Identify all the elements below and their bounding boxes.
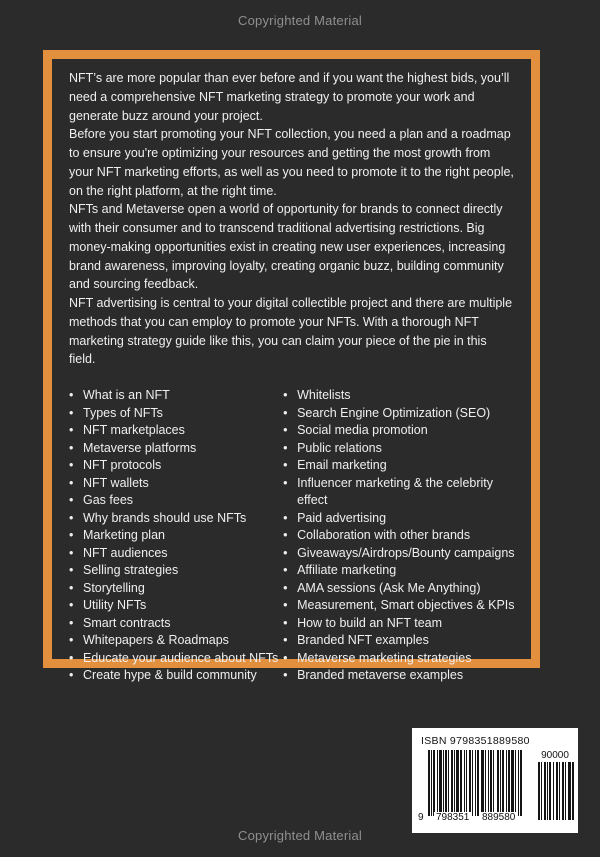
topic-item: [283, 545, 515, 563]
bullet-icon: •: [283, 528, 288, 542]
topic-item: [283, 457, 515, 475]
bullet-icon: •: [283, 615, 288, 630]
topic-item: [69, 597, 283, 615]
bullet-icon: •: [283, 475, 288, 490]
barcode-main-bars: [428, 750, 528, 816]
topic-label: Create hype & build community: [83, 668, 257, 682]
topic-label: Smart contracts: [83, 615, 171, 630]
topic-label: Utility NFTs: [83, 598, 147, 612]
topic-item: [283, 650, 515, 668]
topic-label: Whitelists: [297, 388, 351, 402]
topic-label: NFT marketplaces: [83, 423, 185, 437]
topic-item: [283, 527, 515, 545]
topic-item: [283, 422, 515, 440]
bullet-icon: •: [283, 580, 288, 595]
topic-label: Storytelling: [83, 580, 145, 595]
price-code-label: 90000: [541, 750, 569, 761]
bullet-icon: •: [283, 633, 288, 647]
topic-item: [69, 387, 283, 405]
bullet-icon: •: [283, 650, 288, 665]
topic-label: Gas fees: [83, 493, 134, 507]
back-cover-text-frame: [43, 50, 540, 682]
topic-label: Branded metaverse examples: [297, 668, 464, 682]
bullet-icon: •: [69, 563, 74, 577]
topic-item: [69, 510, 283, 528]
bullet-icon: •: [69, 528, 74, 542]
bullet-icon: •: [69, 458, 74, 472]
topic-label: Social media promotion: [297, 423, 428, 437]
topic-item: [69, 527, 283, 545]
topic-label: Types of NFTs: [83, 405, 163, 420]
topic-item: [283, 667, 515, 685]
topic-item: [69, 545, 283, 563]
topic-label: Giveaways/Airdrops/Bounty campaigns: [297, 545, 515, 560]
barcode-digit-group: 9: [418, 812, 424, 823]
isbn-label: ISBN 9798351889580: [421, 735, 530, 747]
barcode-digit-group: 798351: [436, 812, 470, 823]
topic-item: [69, 405, 283, 423]
topic-item: [69, 615, 283, 633]
bullet-icon: •: [283, 388, 288, 402]
topic-label: Selling strategies: [83, 563, 179, 577]
copyright-notice-bottom: Copyrighted Material: [238, 828, 362, 843]
topic-item: [283, 597, 515, 615]
topic-label: Search Engine Optimization (SEO): [297, 405, 491, 420]
bullet-icon: •: [283, 668, 288, 682]
topic-label: Email marketing: [297, 458, 387, 472]
bullet-icon: •: [283, 510, 288, 525]
topic-label: Public relations: [297, 440, 382, 455]
blurb-paragraph: NFT’s are more popular than ever before and if you want the highest bids, you’ll need a comprehensive NFT marketing strategy to promote your work and generate buzz around your project.: [69, 71, 510, 123]
topic-item: [69, 632, 283, 650]
topic-label: Affiliate marketing: [297, 563, 397, 577]
topic-label: What is an NFT: [83, 388, 170, 402]
topic-item: [69, 475, 283, 493]
barcode-row: [418, 750, 570, 823]
topic-label: Branded NFT examples: [297, 633, 429, 647]
topic-item: [69, 492, 283, 510]
topic-item: [69, 667, 283, 685]
topics-list-right: [283, 387, 515, 685]
bullet-icon: •: [283, 405, 288, 420]
topic-label: Paid advertising: [297, 510, 387, 525]
bullet-icon: •: [69, 580, 74, 595]
topic-item: [69, 457, 283, 475]
topic-label: Metaverse platforms: [83, 440, 197, 455]
bullet-icon: •: [283, 423, 288, 437]
topic-label: Marketing plan: [83, 528, 165, 542]
topic-item: [283, 387, 515, 405]
topic-label: AMA sessions (Ask Me Anything): [297, 580, 481, 595]
bullet-icon: •: [69, 510, 74, 525]
topic-label: Metaverse marketing strategies: [297, 650, 472, 665]
blurb-paragraph: NFTs and Metaverse open a world of opportunity for brands to connect directly with their consumer and to transcend traditional advertising restrictions. Big money-making opportunities exist in creating new user experiences, increasing brand awareness, improving loyalty, creating organic buzz, building community and sourcing feedback.: [69, 202, 506, 292]
isbn-barcode-panel: [412, 728, 578, 833]
topic-item: [283, 632, 515, 650]
topic-item: [69, 580, 283, 598]
topic-item: [69, 422, 283, 440]
bullet-icon: •: [283, 545, 288, 560]
topic-item: [283, 510, 515, 528]
bullet-icon: •: [69, 440, 74, 455]
bullet-icon: •: [69, 633, 74, 647]
bullet-icon: •: [69, 668, 74, 682]
topic-item: [283, 562, 515, 580]
blurb-paragraph: NFT advertising is central to your digital collectible project and there are multiple methods that you can employ to promote your NFTs. With a thorough NFT marketing strategy guide like this, you can claim your piece of the pie in this field.: [69, 296, 513, 367]
barcode-main: [418, 750, 528, 823]
bullet-icon: •: [283, 440, 288, 455]
topic-label: NFT protocols: [83, 458, 162, 472]
topic-label: Collaboration with other brands: [297, 528, 471, 542]
topic-item: [283, 440, 515, 458]
topic-label: Measurement, Smart objectives & KPIs: [297, 598, 515, 612]
bullet-icon: •: [69, 650, 74, 665]
bullet-icon: •: [69, 388, 74, 402]
topic-item: [283, 615, 515, 633]
topic-item: [69, 650, 283, 668]
bullet-icon: •: [69, 545, 74, 560]
topic-label: Influencer marketing & the celebrity effect: [297, 475, 494, 507]
topic-label: Educate your audience about NFTs: [83, 650, 279, 665]
bullet-icon: •: [69, 615, 74, 630]
topic-item: [69, 562, 283, 580]
bullet-icon: •: [69, 405, 74, 420]
topics-columns: [69, 387, 515, 685]
topic-label: Whitepapers & Roadmaps: [83, 633, 229, 647]
topic-item: [283, 405, 515, 423]
topics-list-left: [69, 387, 283, 685]
bullet-icon: •: [283, 563, 288, 577]
back-cover-blurb: [69, 69, 515, 369]
barcode-addon: [536, 750, 574, 822]
copyright-notice-top: Copyrighted Material: [238, 13, 362, 28]
topic-label: Why brands should use NFTs: [83, 510, 247, 525]
topic-item: [283, 475, 515, 510]
bullet-icon: •: [69, 423, 74, 437]
bullet-icon: •: [69, 475, 74, 490]
topic-item: [283, 580, 515, 598]
barcode-digit-group: 889580: [482, 812, 516, 823]
topic-label: How to build an NFT team: [297, 615, 443, 630]
bullet-icon: •: [283, 598, 288, 612]
bullet-icon: •: [69, 493, 74, 507]
bullet-icon: •: [69, 598, 74, 612]
blurb-paragraph: Before you start promoting your NFT collection, you need a plan and a roadmap to ensure you're optimizing your resources and getting the most growth from your NFT marketing efforts, as well as you need to promote it to the right people, on the right platform, at the right time.: [69, 127, 514, 198]
topic-item: [69, 440, 283, 458]
topic-label: NFT wallets: [83, 475, 149, 490]
barcode-addon-bars: [538, 762, 574, 820]
bullet-icon: •: [283, 458, 288, 472]
topic-label: NFT audiences: [83, 545, 168, 560]
